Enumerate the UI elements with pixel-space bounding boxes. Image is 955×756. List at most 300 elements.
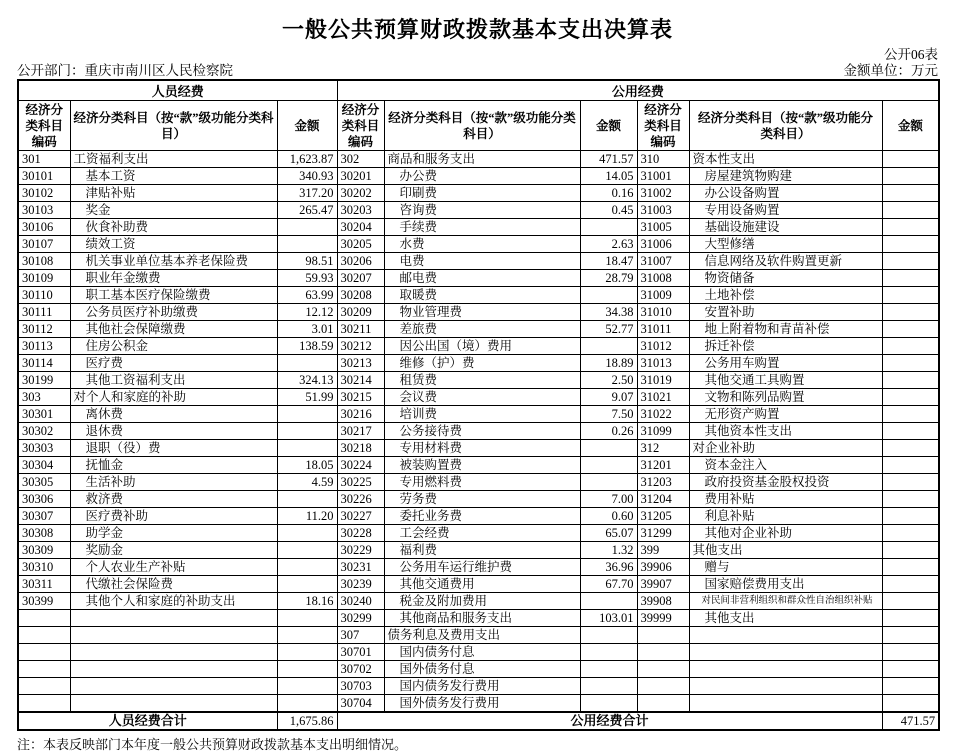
cell-code <box>18 695 70 713</box>
cell-code: 31013 <box>637 355 689 372</box>
cell-code: 30231 <box>337 559 384 576</box>
cell-amount <box>882 168 939 185</box>
table-row <box>18 168 939 185</box>
cell-subject: 绩效工资 <box>70 236 277 253</box>
cell-amount <box>882 661 939 678</box>
table-row <box>18 457 939 474</box>
cell-amount <box>882 525 939 542</box>
cell-subject: 信息网络及软件购置更新 <box>689 253 882 270</box>
cell-code: 31005 <box>637 219 689 236</box>
cell-code: 39907 <box>637 576 689 593</box>
cell-amount <box>882 440 939 457</box>
cell-amount <box>580 287 637 304</box>
col-header-code-1: 经济分类科目编码 <box>18 101 70 151</box>
table-row <box>18 355 939 372</box>
cell-amount <box>882 695 939 713</box>
cell-subject: 专用设备购置 <box>689 202 882 219</box>
cell-subject: 个人农业生产补贴 <box>70 559 277 576</box>
cell-subject: 基础设施建设 <box>689 219 882 236</box>
cell-subject <box>70 678 277 695</box>
table-row <box>18 372 939 389</box>
cell-code: 399 <box>637 542 689 559</box>
cell-subject: 政府投资基金股权投资 <box>689 474 882 491</box>
cell-code: 31203 <box>637 474 689 491</box>
cell-amount: 7.00 <box>580 491 637 508</box>
cell-amount: 52.77 <box>580 321 637 338</box>
cell-code <box>18 627 70 644</box>
cell-code: 30306 <box>18 491 70 508</box>
table-row <box>18 508 939 525</box>
cell-amount <box>882 236 939 253</box>
cell-subject: 助学金 <box>70 525 277 542</box>
personnel-group-header: 人员经费 <box>18 80 337 101</box>
cell-subject: 工资福利支出 <box>70 151 277 168</box>
cell-code: 30199 <box>18 372 70 389</box>
cell-code: 31003 <box>637 202 689 219</box>
cell-code: 30217 <box>337 423 384 440</box>
meta-row <box>17 63 938 79</box>
col-header-subject-3: 经济分类科目（按“款”级功能分类科目） <box>689 101 882 151</box>
cell-amount <box>580 695 637 713</box>
cell-code <box>637 695 689 713</box>
cell-code: 30703 <box>337 678 384 695</box>
cell-code: 30202 <box>337 185 384 202</box>
cell-amount: 18.89 <box>580 355 637 372</box>
cell-amount <box>580 627 637 644</box>
cell-subject <box>689 695 882 713</box>
cell-subject: 医疗费 <box>70 355 277 372</box>
column-header-row <box>18 101 939 151</box>
cell-subject: 国外债务发行费用 <box>384 695 580 713</box>
cell-code: 31299 <box>637 525 689 542</box>
cell-code <box>18 610 70 627</box>
cell-subject <box>689 627 882 644</box>
cell-code: 30215 <box>337 389 384 406</box>
cell-amount: 317.20 <box>277 185 337 202</box>
cell-amount <box>882 423 939 440</box>
cell-amount: 63.99 <box>277 287 337 304</box>
cell-subject: 其他交通费用 <box>384 576 580 593</box>
cell-amount <box>580 661 637 678</box>
cell-amount <box>277 559 337 576</box>
cell-amount <box>277 355 337 372</box>
cell-code: 30207 <box>337 270 384 287</box>
cell-amount <box>882 270 939 287</box>
cell-code: 31022 <box>637 406 689 423</box>
table-row <box>18 593 939 610</box>
table-row <box>18 321 939 338</box>
cell-subject: 手续费 <box>384 219 580 236</box>
cell-amount <box>882 338 939 355</box>
cell-subject: 其他支出 <box>689 610 882 627</box>
cell-subject <box>70 610 277 627</box>
cell-amount <box>580 678 637 695</box>
cell-amount: 51.99 <box>277 389 337 406</box>
cell-code <box>18 661 70 678</box>
cell-subject: 安置补助 <box>689 304 882 321</box>
col-header-amount-1: 金额 <box>277 101 337 151</box>
cell-code: 30209 <box>337 304 384 321</box>
cell-subject: 税金及附加费用 <box>384 593 580 610</box>
cell-amount: 4.59 <box>277 474 337 491</box>
cell-subject: 债务利息及费用支出 <box>384 627 580 644</box>
cell-subject <box>70 627 277 644</box>
cell-subject: 拆迁补偿 <box>689 338 882 355</box>
cell-subject: 住房公积金 <box>70 338 277 355</box>
cell-amount <box>882 627 939 644</box>
cell-subject: 福利费 <box>384 542 580 559</box>
table-row <box>18 542 939 559</box>
cell-subject: 取暖费 <box>384 287 580 304</box>
cell-amount <box>882 389 939 406</box>
cell-amount: 34.38 <box>580 304 637 321</box>
cell-subject: 其他个人和家庭的补助支出 <box>70 593 277 610</box>
cell-amount: 103.01 <box>580 610 637 627</box>
cell-code: 310 <box>637 151 689 168</box>
cell-subject: 土地补偿 <box>689 287 882 304</box>
expenditure-table <box>17 79 940 731</box>
cell-code: 30212 <box>337 338 384 355</box>
cell-subject: 基本工资 <box>70 168 277 185</box>
cell-subject: 办公费 <box>384 168 580 185</box>
cell-amount: 2.63 <box>580 236 637 253</box>
table-row <box>18 253 939 270</box>
cell-amount <box>277 542 337 559</box>
cell-code: 30108 <box>18 253 70 270</box>
cell-code: 30113 <box>18 338 70 355</box>
cell-code: 30309 <box>18 542 70 559</box>
cell-amount <box>580 457 637 474</box>
table-row <box>18 338 939 355</box>
cell-subject: 劳务费 <box>384 491 580 508</box>
cell-code: 312 <box>637 440 689 457</box>
cell-subject: 对个人和家庭的补助 <box>70 389 277 406</box>
cell-amount <box>882 321 939 338</box>
table-row <box>18 644 939 661</box>
cell-code: 303 <box>18 389 70 406</box>
cell-amount <box>277 576 337 593</box>
cell-code: 30311 <box>18 576 70 593</box>
cell-subject <box>689 661 882 678</box>
cell-code: 30305 <box>18 474 70 491</box>
cell-amount <box>882 576 939 593</box>
cell-subject: 奖励金 <box>70 542 277 559</box>
cell-code: 31201 <box>637 457 689 474</box>
cell-code: 30203 <box>337 202 384 219</box>
cell-amount <box>882 559 939 576</box>
public-total-amount: 471.57 <box>882 712 939 730</box>
cell-amount: 14.05 <box>580 168 637 185</box>
cell-subject: 维修（护）费 <box>384 355 580 372</box>
cell-code: 30399 <box>18 593 70 610</box>
cell-subject: 专用燃料费 <box>384 474 580 491</box>
col-header-subject-1: 经济分类科目（按“款”级功能分类科目） <box>70 101 277 151</box>
public-group-header: 公用经费 <box>337 80 939 101</box>
cell-code: 302 <box>337 151 384 168</box>
cell-code: 30218 <box>337 440 384 457</box>
cell-subject: 咨询费 <box>384 202 580 219</box>
cell-amount: 67.70 <box>580 576 637 593</box>
table-number: 公开06表 <box>884 47 938 62</box>
cell-subject: 电费 <box>384 253 580 270</box>
cell-amount: 0.16 <box>580 185 637 202</box>
table-row <box>18 236 939 253</box>
cell-code: 31012 <box>637 338 689 355</box>
cell-code: 39906 <box>637 559 689 576</box>
cell-subject: 会议费 <box>384 389 580 406</box>
cell-amount: 12.12 <box>277 304 337 321</box>
cell-subject: 津贴补贴 <box>70 185 277 202</box>
cell-subject: 国家赔偿费用支出 <box>689 576 882 593</box>
cell-amount: 98.51 <box>277 253 337 270</box>
cell-subject: 对民间非营利组织和群众性自治组织补贴 <box>689 593 882 610</box>
cell-code: 30701 <box>337 644 384 661</box>
cell-code: 30308 <box>18 525 70 542</box>
cell-code: 31010 <box>637 304 689 321</box>
col-header-code-2: 经济分类科目编码 <box>337 101 384 151</box>
cell-amount: 1.32 <box>580 542 637 559</box>
page-title: 一般公共预算财政拨款基本支出决算表 <box>281 17 673 42</box>
cell-amount: 18.05 <box>277 457 337 474</box>
cell-subject: 其他工资福利支出 <box>70 372 277 389</box>
cell-code: 30101 <box>18 168 70 185</box>
totals-row <box>18 712 939 730</box>
public-total-label: 公用经费合计 <box>337 712 882 730</box>
cell-amount <box>882 185 939 202</box>
cell-amount: 138.59 <box>277 338 337 355</box>
cell-code: 30110 <box>18 287 70 304</box>
table-row <box>18 559 939 576</box>
cell-code: 31009 <box>637 287 689 304</box>
col-header-subject-2: 经济分类科目（按“款”级功能分类科目） <box>384 101 580 151</box>
cell-code: 31019 <box>637 372 689 389</box>
cell-subject: 委托业务费 <box>384 508 580 525</box>
cell-amount <box>277 644 337 661</box>
cell-amount: 18.16 <box>277 593 337 610</box>
cell-code: 31205 <box>637 508 689 525</box>
cell-code: 301 <box>18 151 70 168</box>
cell-subject: 被装购置费 <box>384 457 580 474</box>
cell-code: 30211 <box>337 321 384 338</box>
cell-amount: 0.60 <box>580 508 637 525</box>
cell-subject: 抚恤金 <box>70 457 277 474</box>
cell-subject: 机关事业单位基本养老保险费 <box>70 253 277 270</box>
cell-subject: 办公设备购置 <box>689 185 882 202</box>
cell-amount: 3.01 <box>277 321 337 338</box>
cell-amount: 18.47 <box>580 253 637 270</box>
cell-amount <box>882 202 939 219</box>
group-header-row <box>18 80 939 101</box>
cell-amount <box>277 678 337 695</box>
cell-code: 30704 <box>337 695 384 713</box>
cell-code <box>637 661 689 678</box>
cell-code: 30702 <box>337 661 384 678</box>
cell-subject: 租赁费 <box>384 372 580 389</box>
cell-amount <box>882 508 939 525</box>
personnel-total-amount: 1,675.86 <box>277 712 337 730</box>
table-row <box>18 440 939 457</box>
cell-subject: 其他对企业补助 <box>689 525 882 542</box>
cell-code: 30307 <box>18 508 70 525</box>
col-header-code-3: 经济分类科目编码 <box>637 101 689 151</box>
cell-code: 30310 <box>18 559 70 576</box>
cell-subject: 商品和服务支出 <box>384 151 580 168</box>
cell-amount <box>277 661 337 678</box>
cell-code: 30304 <box>18 457 70 474</box>
cell-code: 30226 <box>337 491 384 508</box>
cell-amount <box>277 491 337 508</box>
cell-amount <box>882 610 939 627</box>
cell-code: 30205 <box>337 236 384 253</box>
cell-amount <box>277 219 337 236</box>
cell-code: 30206 <box>337 253 384 270</box>
cell-subject: 其他商品和服务支出 <box>384 610 580 627</box>
cell-amount: 0.26 <box>580 423 637 440</box>
cell-subject: 费用补贴 <box>689 491 882 508</box>
cell-code: 30228 <box>337 525 384 542</box>
cell-subject: 国外债务付息 <box>384 661 580 678</box>
cell-code: 30208 <box>337 287 384 304</box>
cell-subject <box>70 644 277 661</box>
cell-code: 31006 <box>637 236 689 253</box>
cell-amount <box>580 219 637 236</box>
cell-code: 30302 <box>18 423 70 440</box>
cell-amount: 340.93 <box>277 168 337 185</box>
cell-code: 30299 <box>337 610 384 627</box>
cell-amount: 7.50 <box>580 406 637 423</box>
cell-amount <box>882 355 939 372</box>
cell-amount <box>277 695 337 713</box>
cell-code <box>637 644 689 661</box>
cell-subject: 工会经费 <box>384 525 580 542</box>
cell-amount: 65.07 <box>580 525 637 542</box>
cell-code: 31011 <box>637 321 689 338</box>
table-row <box>18 185 939 202</box>
cell-amount <box>882 372 939 389</box>
cell-subject: 退职（役）费 <box>70 440 277 457</box>
cell-subject: 印刷费 <box>384 185 580 202</box>
table-row <box>18 474 939 491</box>
cell-subject: 救济费 <box>70 491 277 508</box>
cell-code: 30227 <box>337 508 384 525</box>
cell-subject <box>70 695 277 713</box>
cell-subject: 地上附着物和青苗补偿 <box>689 321 882 338</box>
cell-amount <box>277 406 337 423</box>
cell-code <box>18 678 70 695</box>
table-row <box>18 202 939 219</box>
cell-code: 30213 <box>337 355 384 372</box>
cell-amount <box>882 593 939 610</box>
cell-amount <box>580 440 637 457</box>
table-row <box>18 661 939 678</box>
cell-code: 30214 <box>337 372 384 389</box>
table-row <box>18 610 939 627</box>
cell-code: 30229 <box>337 542 384 559</box>
cell-subject: 其他交通工具购置 <box>689 372 882 389</box>
cell-amount <box>882 542 939 559</box>
cell-amount <box>277 440 337 457</box>
cell-subject: 物资储备 <box>689 270 882 287</box>
cell-subject: 资本性支出 <box>689 151 882 168</box>
cell-amount: 36.96 <box>580 559 637 576</box>
cell-amount <box>580 474 637 491</box>
table-row <box>18 270 939 287</box>
cell-subject: 伙食补助费 <box>70 219 277 236</box>
cell-amount <box>882 219 939 236</box>
cell-subject: 专用材料费 <box>384 440 580 457</box>
cell-amount <box>580 338 637 355</box>
cell-code: 30114 <box>18 355 70 372</box>
cell-subject: 对企业补助 <box>689 440 882 457</box>
cell-subject: 医疗费补助 <box>70 508 277 525</box>
cell-amount <box>277 610 337 627</box>
cell-amount: 28.79 <box>580 270 637 287</box>
unit-label: 金额单位：万元 <box>843 62 938 78</box>
cell-code: 30112 <box>18 321 70 338</box>
cell-subject: 国内债务发行费用 <box>384 678 580 695</box>
cell-code: 31001 <box>637 168 689 185</box>
cell-code: 307 <box>337 627 384 644</box>
col-header-amount-2: 金额 <box>580 101 637 151</box>
cell-code: 30107 <box>18 236 70 253</box>
col-header-amount-3: 金额 <box>882 101 939 151</box>
cell-code: 39999 <box>637 610 689 627</box>
cell-subject: 因公出国（境）费用 <box>384 338 580 355</box>
cell-subject: 公务用车购置 <box>689 355 882 372</box>
cell-amount <box>882 253 939 270</box>
cell-amount <box>580 644 637 661</box>
table-row <box>18 304 939 321</box>
cell-amount <box>277 627 337 644</box>
cell-code: 30109 <box>18 270 70 287</box>
cell-amount <box>882 457 939 474</box>
cell-code: 39908 <box>637 593 689 610</box>
cell-code <box>637 627 689 644</box>
cell-code: 30103 <box>18 202 70 219</box>
cell-subject: 利息补贴 <box>689 508 882 525</box>
cell-amount <box>882 491 939 508</box>
cell-code: 31099 <box>637 423 689 440</box>
cell-code: 30111 <box>18 304 70 321</box>
cell-subject: 物业管理费 <box>384 304 580 321</box>
cell-subject: 退休费 <box>70 423 277 440</box>
cell-subject: 代缴社会保险费 <box>70 576 277 593</box>
cell-code: 31008 <box>637 270 689 287</box>
cell-amount <box>882 406 939 423</box>
cell-amount <box>882 304 939 321</box>
table-row <box>18 151 939 168</box>
cell-amount <box>882 644 939 661</box>
cell-subject: 公务用车运行维护费 <box>384 559 580 576</box>
cell-subject: 其他资本性支出 <box>689 423 882 440</box>
cell-amount <box>882 678 939 695</box>
table-row <box>18 219 939 236</box>
cell-code: 30301 <box>18 406 70 423</box>
table-row <box>18 525 939 542</box>
cell-amount <box>882 287 939 304</box>
cell-amount: 324.13 <box>277 372 337 389</box>
personnel-total-label: 人员经费合计 <box>18 712 277 730</box>
cell-code: 30204 <box>337 219 384 236</box>
cell-code: 30216 <box>337 406 384 423</box>
footnote: 注：本表反映部门本年度一般公共预算财政拨款基本支出明细情况。 <box>17 737 408 753</box>
cell-subject <box>689 644 882 661</box>
cell-subject: 生活补助 <box>70 474 277 491</box>
table-row <box>18 576 939 593</box>
cell-amount: 9.07 <box>580 389 637 406</box>
cell-subject: 邮电费 <box>384 270 580 287</box>
cell-subject: 房屋建筑物购建 <box>689 168 882 185</box>
